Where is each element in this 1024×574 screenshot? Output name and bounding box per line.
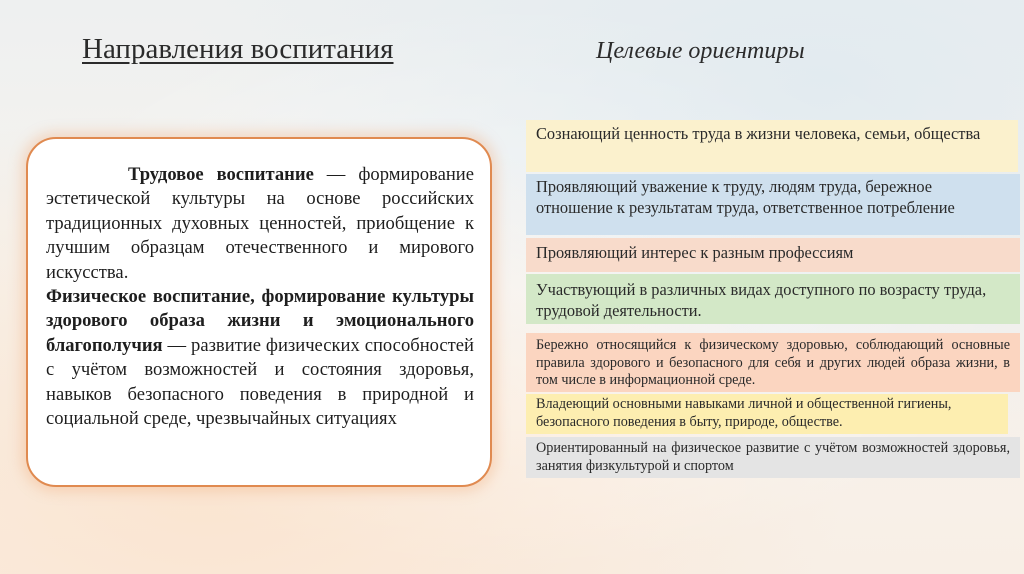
target-card: [526, 120, 1018, 172]
target-card: [526, 274, 1020, 324]
target-card: [526, 437, 1020, 478]
target-card: [526, 238, 1020, 272]
section-title-targets: Целевые ориентиры: [596, 38, 805, 64]
target-card-text: Бережно относящийся к физическому здоровью, соблюдающий основные правила здорового и безопасного для себя и других людей образа жизни, в том числе в информационной среде.: [536, 337, 1010, 388]
target-card-text: Владеющий основными навыками личной и общественной гигиены, безопасного поведения в быту, природе, обществе.: [536, 396, 952, 430]
physical-education-text: — развитие физических способностей с учётом возможностей и состояния здоровья, навыков безопасного поведения в природной и социальной среде, чрезвычайных ситуациях: [46, 334, 474, 430]
target-card-text: Участвующий в различных видах доступного по возрасту труда, трудовой деятельности.: [536, 280, 987, 320]
physical-education-paragraph: [46, 285, 474, 431]
labor-education-paragraph: [46, 163, 474, 285]
target-card-text: Ориентированный на физическое развитие с учётом возможностей здоровья, занятия физкультурой и спортом: [536, 440, 1010, 474]
target-card: [526, 174, 1020, 235]
target-card: [526, 333, 1020, 392]
education-directions-box: [26, 137, 492, 487]
section-title-directions: Направления воспитания: [82, 33, 394, 65]
target-card-text: Проявляющий уважение к труду, людям труда, бережное отношение к результатам труда, ответственное потребление: [536, 177, 955, 217]
labor-education-text: — формирование эстетической культуры на основе российских традиционных духовных ценностей, приобщение к лучшим образцам отечественного и мирового искусства.: [46, 164, 474, 283]
target-card: [526, 394, 1008, 434]
physical-education-heading: Физическое воспитание, формирование культуры здорового образа жизни и эмоционального благополучия: [46, 286, 474, 356]
target-card-text: Сознающий ценность труда в жизни человека, семьи, общества: [536, 124, 981, 143]
target-card-text: Проявляющий интерес к разным профессиям: [536, 243, 854, 262]
labor-education-heading: Трудовое воспитание: [128, 164, 314, 185]
